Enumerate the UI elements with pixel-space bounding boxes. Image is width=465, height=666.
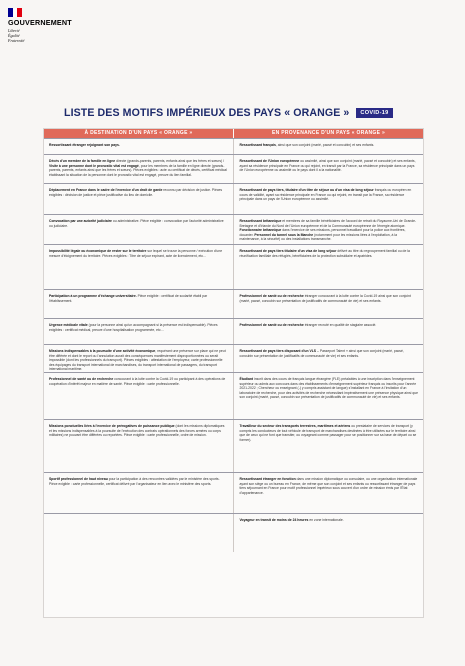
government-logo	[8, 8, 128, 43]
cell-origin	[233, 345, 424, 373]
motto-egalite: Égalité	[8, 32, 20, 38]
table-row	[44, 154, 423, 184]
cell-origin	[233, 155, 424, 184]
cell-emphasis: Impossibilité légale ou économique de rester sur le territoire	[49, 249, 147, 253]
table-row	[44, 214, 423, 245]
cell-text: étranger recruté en qualité de stagiaire associé.	[303, 323, 377, 327]
government-name: GOUVERNEMENT	[8, 18, 72, 27]
cell-text: sur lequel se trouve la personne / exécution d'une mesure d'éloignement du territoire. Pièces exigibles : Titre de séjour expirant, acte de licenciement, etc…	[49, 249, 223, 258]
cell-emphasis: Sportif professionnel de haut niveau	[49, 477, 108, 481]
title-row	[64, 106, 444, 120]
french-flag-icon	[8, 8, 22, 17]
cell-origin	[233, 514, 424, 552]
cell-text: inscrit dans des cours de français langue étrangère (FLE) préalables à une inscription dans l'enseignement supérieur ou admis aux concours dans des établissements d'enseignement supérieur français ou inscrits pour l'année 2021-2022 ; Chercheur ou enseignant (-) y compris assistant de langue) s'installant en France à l'invitation d'un laboratoire de recherche, pour des activités de recherche nécessitant impérativement une présence physique ainsi que son conjoint (marié, pacsé, concubin sur présentation de justificatifs de communauté de vie) et ses enfants.	[239, 377, 418, 400]
cell-emphasis: Urgence médicale vitale	[49, 323, 88, 327]
page-title: LISTE DES MOTIFS IMPÉRIEUX DES PAYS « ORANGE »	[64, 107, 350, 119]
cell-text: , pour les membres de la famille en ligne directe (grands-parents, parents, enfants ainsi que les frères et sœurs). Pièces exigibles : acte ou certificat de décès, certificat médical établissant la situation de la personne dont le pronostic vital est engagé, preuve du lien familial.	[49, 163, 227, 177]
cell-text: concourant à la lutte contre la Covid-19 ou participant à des opérations de coopération d'intérêt majeur en matière de santé. Pièce exigible : carte professionnelle.	[49, 377, 226, 386]
cell-text: en zone internationale.	[308, 518, 344, 522]
cell-text: (notamment pour les missions liées à l'exploitation, à la maintenance, à la sécurité) ou des installations transmanche.	[239, 232, 397, 242]
cell-text: ou assimilé, ainsi que son conjoint (marié, pacsé et concubin) et ses enfants, ayant sa résidence principale en France ou qui rejoint, en transit par la France, sa résidence principale dans un pays de l'Union européenne ou assimilé ou le pays dont il a la nationalité.	[239, 159, 416, 173]
cell-text: , requérant une présence sur place qui ne peut être différée et dont le report ou l'annulation aurait des conséquences manifestement disproportionnées ou serait impossible (dont les professionnels du transport). Pièces exigibles : attestation de l'employeur, carte professionnelle des équipages du transport international de marchandises, du transport international de passagers, du transport international maritime.	[49, 349, 226, 372]
cell-origin	[233, 184, 424, 215]
cell-emphasis: Travailleur du secteur des transports terrestres, maritimes et aériens	[239, 424, 351, 428]
cell-text: reconnu par décision de justice. Pièces exigibles : décision de justice et pièce justificative du lieu de domicile.	[49, 188, 223, 197]
cell-origin	[233, 420, 424, 473]
cell-emphasis: Décès d'un membre de la famille en ligne	[49, 159, 116, 163]
cell-text: pour la participation à des rencontres validées par le ministère des sports. Pièce exigible : carte professionnelle, certificat délivré par l'organisateur en lien avec le ministère des sports.	[49, 477, 220, 486]
table-row	[44, 372, 423, 420]
cell-text: ou administrative. Pièce exigible : convocation par l'autorité administrative ou judiciaire.	[49, 219, 224, 228]
cell-text: (pour la personne ainsi qu'un accompagnant si la présence est indispensable). Pièces exigibles : certificat médical, preuve d'une hospitalisation programmée, etc…	[49, 323, 218, 332]
cell-emphasis: Missions ponctuelles liées à l'exercice de prérogatives de puissance publique	[49, 424, 175, 428]
table-row	[44, 472, 423, 514]
table-header	[44, 129, 423, 138]
cell-emphasis: Ressortissant étranger en fonction	[239, 477, 296, 481]
cell-emphasis: Professionnel de santé ou de recherche	[49, 377, 114, 381]
cell-emphasis: Participation à un programme d'échange universitaire.	[49, 294, 137, 298]
cell-origin	[233, 373, 424, 420]
cell-origin	[233, 139, 424, 155]
cell-text: – Passeport Talent » ainsi que son conjoint (marié, pacsé, concubin sur présentation de justificatifs de communauté de vie) et ses enfants.	[239, 349, 404, 358]
table-row	[44, 138, 423, 155]
covid-badge: COVID-19	[356, 108, 392, 118]
cell-emphasis: Déplacement en France dans le cadre de l'exercice d'un droit de garde	[49, 188, 163, 192]
table-row	[44, 289, 423, 319]
cell-emphasis: Missions indispensables à la poursuite d'une activité économique	[49, 349, 156, 353]
cell-destination	[44, 155, 233, 184]
table-row	[44, 513, 423, 552]
cell-origin	[233, 290, 424, 319]
cell-text: français ou européen en cours de validité, ayant sa résidence principale en France ou qui rejoint, en transit par la France, sa résidence principale dans un pays de l'Union européenne ou assimilé.	[239, 188, 412, 202]
cell-origin	[233, 245, 424, 290]
cell-destination	[44, 184, 233, 215]
cell-destination	[44, 420, 233, 473]
table-row	[44, 244, 423, 290]
cell-destination	[44, 290, 233, 319]
cell-emphasis: Ressortissant de l'Union européenne	[239, 159, 300, 163]
cell-destination	[44, 514, 233, 552]
cell-destination	[44, 373, 233, 420]
cell-destination	[44, 215, 233, 245]
cell-origin	[233, 473, 424, 514]
cell-destination	[44, 319, 233, 345]
cell-origin	[233, 215, 424, 245]
motto-liberte: Liberté	[8, 28, 20, 33]
cell-text: , ainsi que son conjoint (marié, pacsé et concubin) et ses enfants.	[275, 143, 375, 147]
cell-emphasis: Ressortissant britannique	[239, 219, 282, 223]
table-row	[44, 183, 423, 215]
cell-emphasis: Convocation par une autorité judiciaire	[49, 219, 112, 223]
cell-text: Pièce exigible : certificat de scolarité établi par l'établissement.	[49, 294, 208, 303]
cell-emphasis: Visite à une personne dont le pronostic vital est engagé	[49, 163, 139, 168]
cell-text: et membres de sa famille bénéficiaires de l'accord de retrait du Royaume-Uni de Grande-Bretagne et d'Irlande du Nord de l'Union européenne et de la Communauté européenne de l'énergie atomique.	[239, 219, 417, 228]
table-row	[44, 419, 423, 473]
cell-emphasis: Fonctionnaire britannique	[239, 228, 282, 233]
cell-emphasis: Ressortissant étranger rejoignant son pays.	[49, 143, 120, 147]
motto	[8, 29, 128, 43]
cell-destination	[44, 345, 233, 373]
table-row	[44, 318, 423, 345]
cell-text: étranger concourant à la lutte contre la Covid-19 ainsi que son conjoint (marié, pacsé, concubin sur présentation de justificatifs de communauté de vie) et ses enfants.	[239, 294, 411, 303]
cell-destination	[44, 139, 233, 155]
cell-text: (dont les missions diplomatiques et les missions indispensables à la poursuite de l'exécution des contrats opérationnels des forces armées ou corps militaires) ne pouvant être différées ou reportées. Pièce exigible : carte professionnelle, ordre de mission.	[49, 424, 225, 438]
table-row	[44, 344, 423, 373]
cell-emphasis: Ressortissant de pays tiers, titulaire d'un titre de séjour ou d'un visa de long séjour	[239, 188, 374, 192]
cell-emphasis: Personnel du tunnel sous la Manche	[254, 232, 314, 237]
cell-emphasis: Ressortissant français	[239, 143, 276, 147]
cell-emphasis: Étudiant	[239, 377, 254, 381]
cell-text: ou prestataire de services de transport (y compris les conducteurs de tout véhicule de transport de marchandises destinées à être utilisées sur le territoire ainsi que de ceux qui ne font que transiter, ou voyageant comme passager pour se positionner sur sa base de départ ou se former).	[239, 424, 417, 442]
column-header-destination: À DESTINATION D'UN PAYS « ORANGE »	[44, 129, 233, 138]
cell-emphasis: Voyageur en transit de moins de 24 heures	[239, 518, 309, 522]
motives-table	[43, 128, 424, 618]
cell-text: dans l'exercice de ses missions, personnel travaillant pour la police aux frontières, douanier.	[239, 228, 406, 237]
cell-text: dans une mission diplomatique ou consulaire, ou une organisation internationale ayant son siège ou un bureau en France, de même que son conjoint et ses enfants ou ressortissant étranger de pays tiers séjournant en France pour motif professionnel impérieux sous couvert d'un ordre de mission émis par l'État d'appartenance.	[239, 477, 418, 495]
column-header-origin: EN PROVENANCE D'UN PAYS « ORANGE »	[233, 129, 423, 138]
cell-origin	[233, 319, 424, 345]
cell-emphasis: Professionnel de santé ou de recherche	[239, 323, 304, 327]
cell-emphasis: Ressortissant de pays tiers titulaire d'un visa de long séjour	[239, 249, 337, 253]
table-body	[44, 138, 423, 617]
cell-emphasis: Professionnel de santé ou de recherche	[239, 294, 304, 298]
cell-text: directe (grands-parents, parents, enfants ainsi que les frères et sœurs) /	[115, 159, 225, 163]
cell-text: délivré au titre du regroupement familial ou de la réunification familiale des réfugiés, bénéficiaires de la protection subsidiaire et apatrides.	[239, 249, 410, 258]
cell-destination	[44, 245, 233, 290]
cell-emphasis: Ressortissant de pays tiers disposant d'un VLS	[239, 349, 317, 353]
cell-destination	[44, 473, 233, 514]
motto-fraternite: Fraternité	[8, 37, 25, 43]
